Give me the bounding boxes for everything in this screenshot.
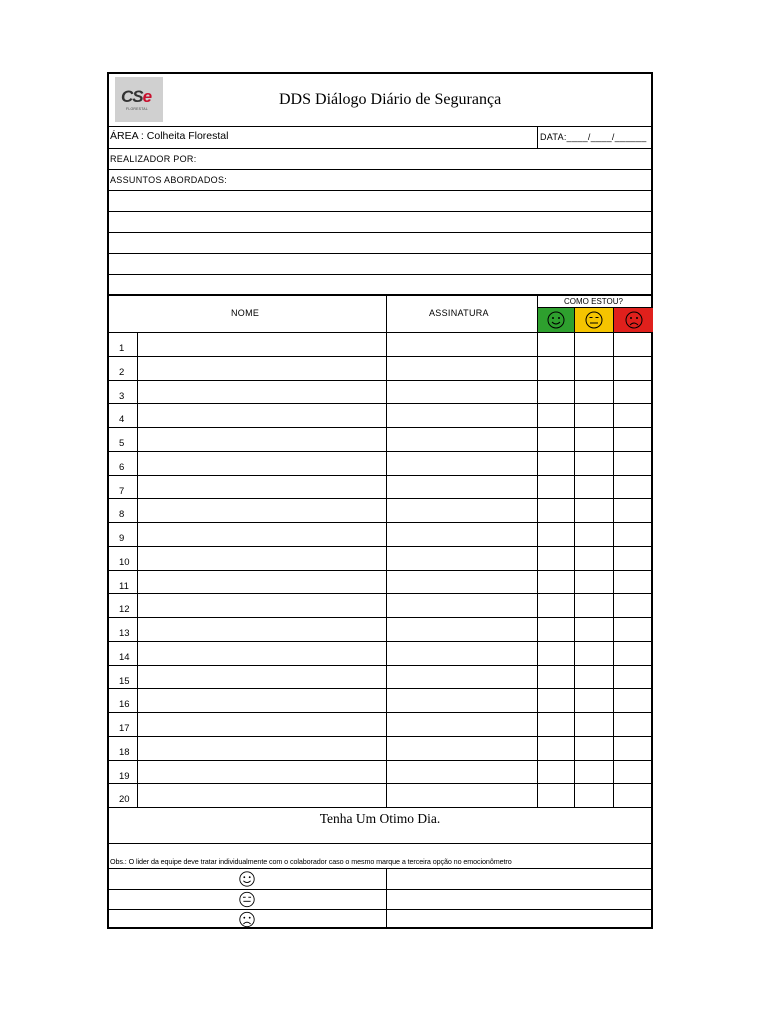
row-number: 14 xyxy=(119,651,130,663)
mood-header-sad xyxy=(614,308,653,332)
col-header-assinatura: ASSINATURA xyxy=(429,308,489,318)
row-number: 8 xyxy=(119,509,125,521)
area-row xyxy=(109,127,651,149)
row-number: 20 xyxy=(119,794,130,806)
assuntos-line[interactable] xyxy=(109,233,651,254)
area-label: ÁREA : Colheita Florestal xyxy=(110,130,229,142)
mood-header-happy xyxy=(537,308,574,332)
table-row[interactable] xyxy=(109,571,651,595)
row-number: 2 xyxy=(119,366,125,378)
table-row[interactable] xyxy=(109,689,651,713)
page-title: DDS Diálogo Diário de Segurança xyxy=(279,91,502,108)
logo-text-accent: e xyxy=(142,87,152,106)
row-number: 7 xyxy=(119,485,125,497)
row-number: 6 xyxy=(119,461,125,473)
realizador-row[interactable] xyxy=(109,149,651,170)
neutral-face-icon xyxy=(584,310,604,330)
table-row[interactable] xyxy=(109,737,651,761)
row-number: 3 xyxy=(119,390,125,402)
table-row[interactable] xyxy=(109,499,651,523)
col-header-como-estou: COMO ESTOU? xyxy=(564,297,623,306)
assuntos-label: ASSUNTOS ABORDADOS: xyxy=(110,175,228,185)
assuntos-line[interactable] xyxy=(109,212,651,233)
row-number: 19 xyxy=(119,770,130,782)
table-row[interactable] xyxy=(109,523,651,547)
happy-face-icon xyxy=(546,310,566,330)
assuntos-line[interactable] xyxy=(109,254,651,275)
obs-row xyxy=(109,844,651,869)
table-row[interactable] xyxy=(109,642,651,666)
legend-row-sad[interactable] xyxy=(109,910,651,929)
row-number: 1 xyxy=(119,343,125,354)
date-label: DATA: xyxy=(540,132,567,142)
mood-header-neutral xyxy=(575,308,613,332)
table-row[interactable] xyxy=(109,452,651,476)
table-row[interactable] xyxy=(109,713,651,737)
table-row[interactable] xyxy=(109,404,651,428)
table-row[interactable] xyxy=(109,476,651,500)
assuntos-line[interactable] xyxy=(109,191,651,212)
dds-form xyxy=(107,72,653,929)
row-number: 9 xyxy=(119,533,125,544)
greeting-text: Tenha Um Otimo Dia. xyxy=(319,811,441,826)
table-row[interactable] xyxy=(109,333,651,357)
form-header xyxy=(109,74,651,127)
table-row[interactable] xyxy=(109,357,651,381)
row-number: 16 xyxy=(119,699,130,711)
table-row[interactable] xyxy=(109,547,651,571)
row-number: 4 xyxy=(119,414,125,426)
neutral-face-icon xyxy=(238,890,256,909)
date-blank: ____/____/______ xyxy=(566,132,647,142)
realizador-label: REALIZADOR POR: xyxy=(110,154,197,164)
logo-text: CS xyxy=(121,87,143,106)
table-row[interactable] xyxy=(109,618,651,642)
table-row[interactable] xyxy=(109,784,651,808)
table-row[interactable] xyxy=(109,594,651,618)
table-row[interactable] xyxy=(109,381,651,405)
row-number: 5 xyxy=(119,438,125,449)
row-number: 10 xyxy=(119,556,130,568)
row-number: 15 xyxy=(119,675,130,687)
row-number: 12 xyxy=(119,604,130,616)
table-row[interactable] xyxy=(109,666,651,690)
company-logo xyxy=(115,77,163,122)
legend-row-happy[interactable] xyxy=(109,869,651,890)
sad-face-icon xyxy=(624,310,644,330)
sad-face-icon xyxy=(238,910,256,929)
row-number: 13 xyxy=(119,628,130,639)
legend-row-neutral[interactable] xyxy=(109,890,651,910)
happy-face-icon xyxy=(238,869,256,889)
table-header xyxy=(109,296,651,333)
col-header-nome: NOME xyxy=(231,308,260,318)
greeting-row xyxy=(109,808,651,844)
table-row[interactable] xyxy=(109,761,651,785)
row-number: 18 xyxy=(119,746,130,758)
assuntos-row[interactable] xyxy=(109,170,651,191)
assuntos-line[interactable] xyxy=(109,275,651,296)
obs-text: Obs.: O lider da equipe deve tratar individualmente com o colaborador caso o mesmo marque a terceira opção no emocionômetro xyxy=(110,857,512,866)
logo-subtitle: FLORESTAL xyxy=(126,107,148,111)
row-number: 17 xyxy=(119,723,130,734)
row-number: 11 xyxy=(119,580,129,592)
table-row[interactable] xyxy=(109,428,651,452)
